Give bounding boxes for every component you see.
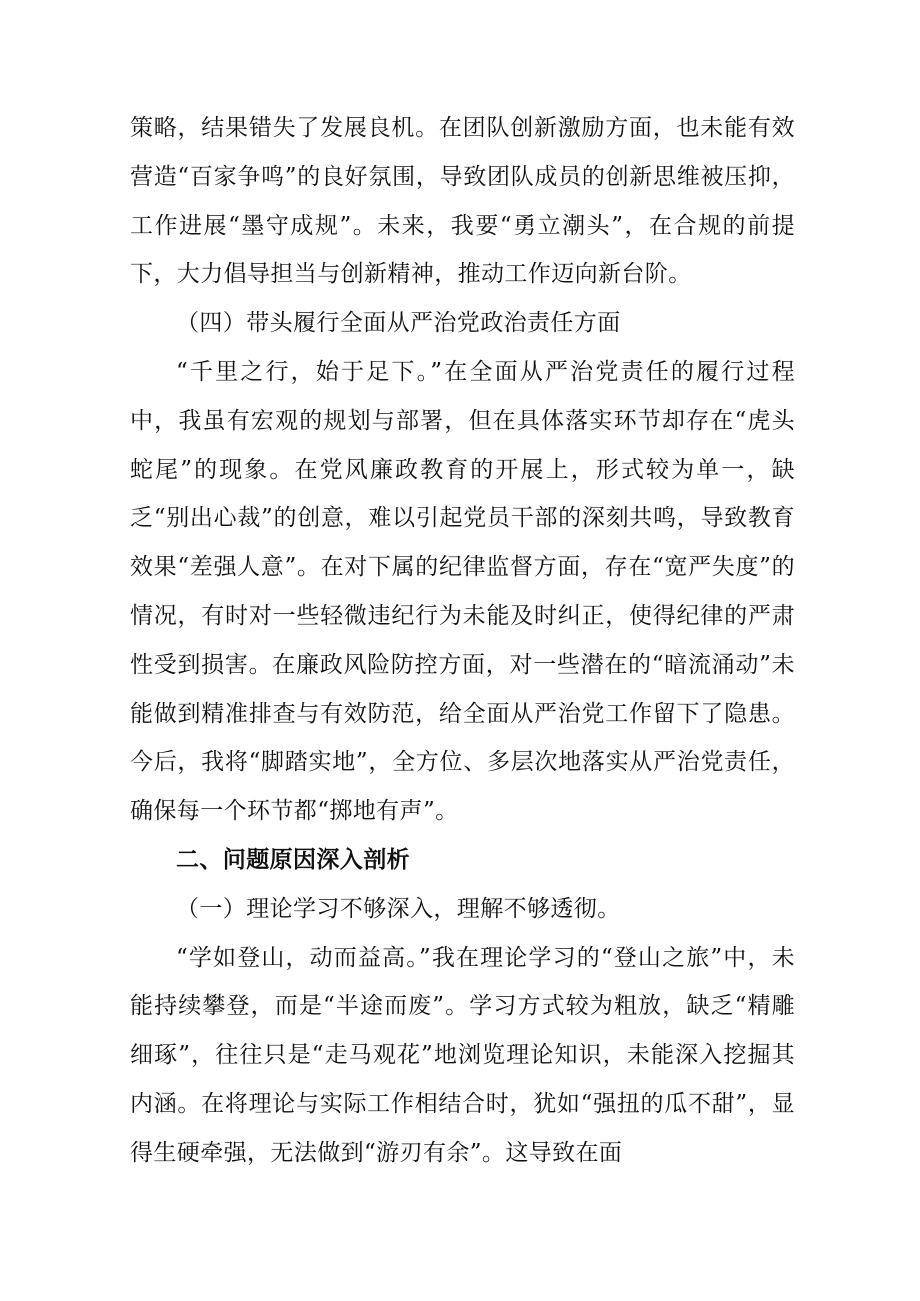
section-subheading: （四）带头履行全面从严治党政治责任方面 bbox=[176, 310, 621, 337]
section-heading: 二、问题原因深入剖析 bbox=[176, 846, 410, 873]
body-paragraph: “千里之行，始于足下。”在全面从严治党责任的履行过程中，我虽有宏观的规划与部署，但在具体落实环节却存在“虎头蛇尾”的现象。在党风廉政教育的开展上，形式较为单一，缺乏“别出心裁”的创意，难以引起党员干部的深刻共鸣，导致教育效果“差强人意”。在对下属的纪律监督方面，存在“宽严失度”的情况，有时对一些轻微违纪行为未能及时纠正，使得纪律的严肃性受到损害。在廉政风险防控方面，对一些潜在的“暗流涌动”未能做到精准排查与有效防范，给全面从严治党工作留下了隐患。今后，我将“脚踏实地”，全方位、多层次地落实从严治党责任，确保每一个环节都“掷地有声”。 bbox=[130, 358, 795, 825]
section-subheading: （一）理论学习不够深入，理解不够透彻。 bbox=[176, 895, 621, 922]
body-paragraph: “学如登山，动而益高。”我在理论学习的“登山之旅”中，未能持续攀登，而是“半途而废”。学习方式较为粗放，缺乏“精雕细琢”，往往只是“走马观花”地浏览理论知识，未能深入挖掘其内涵。在将理论与实际工作相结合时，犹如“强扭的瓜不甜”，显得生硬牵强，无法做到“游刃有余”。这导致在面 bbox=[130, 944, 795, 1166]
document-body bbox=[130, 104, 795, 1178]
paragraph-continued: 策略，结果错失了发展良机。在团队创新激励方面，也未能有效营造“百家争鸣”的良好氛围，导致团队成员的创新思维被压抑，工作进展“墨守成规”。未来，我要“勇立潮头”，在合规的前提下，大力倡导担当与创新精神，推动工作迈向新台阶。 bbox=[130, 115, 795, 288]
